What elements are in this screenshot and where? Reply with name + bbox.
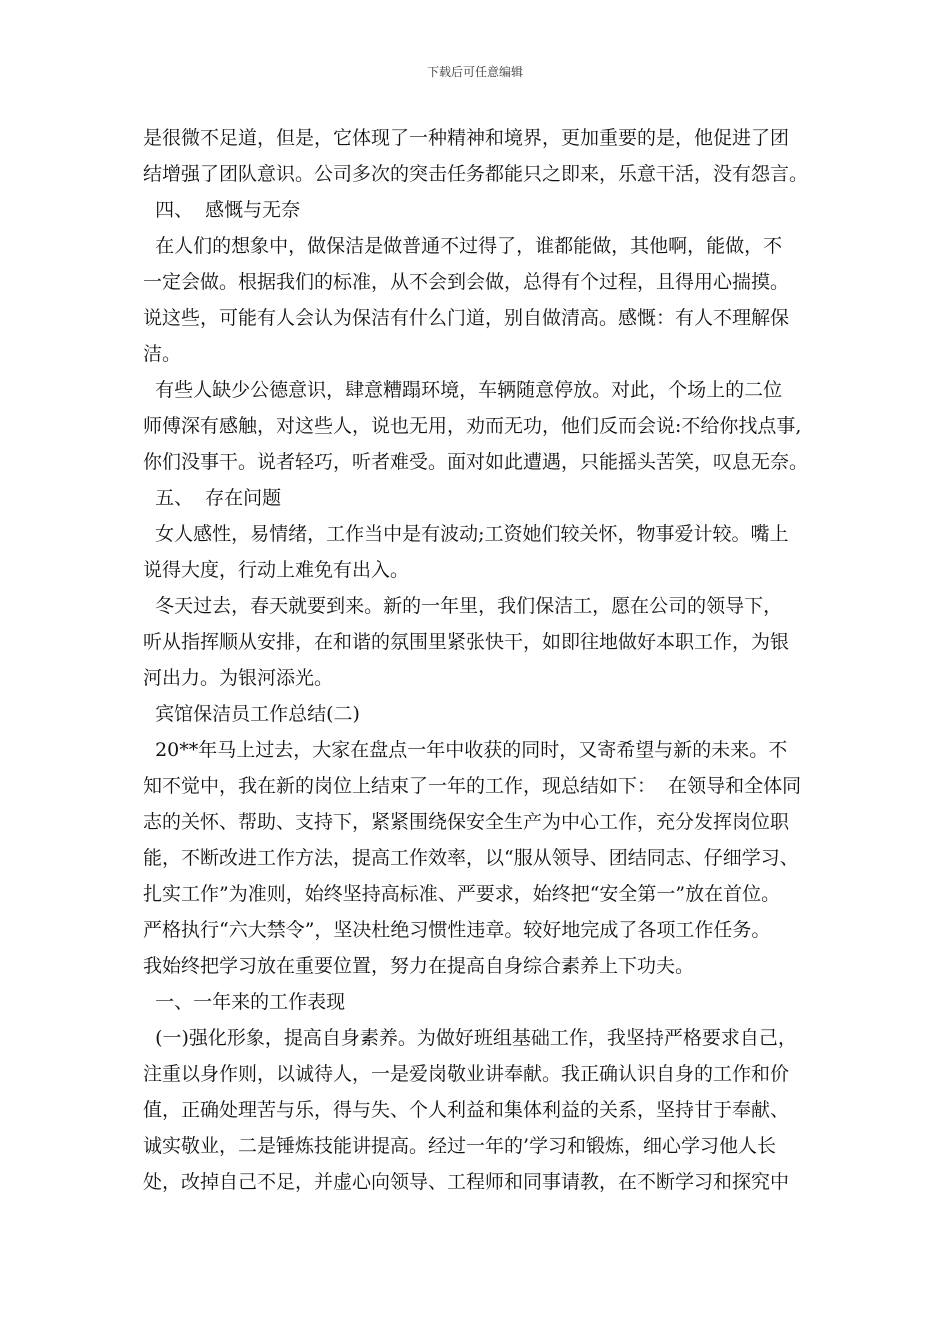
text-line: 注重以身作则，以诚待人，一是爱岗敬业讲奉献。我正确认识自身的工作和价	[143, 1063, 790, 1085]
text-line: 诚实敬业，二是锤炼技能讲提高。经过一年的’学习和锻炼，细心学习他人长	[143, 1135, 777, 1157]
text-line: 扎实工作”为准则，始终坚持高标准、严要求，始终把“安全第一”放在首位。	[143, 883, 781, 905]
text-line: 结增强了团队意识。公司多次的突击任务都能只之即来，乐意干活，没有怨言。	[143, 163, 809, 185]
text-line: 处，改掉自己不足，并虚心向领导、工程师和同事请教，在不断学习和探究中	[143, 1171, 790, 1193]
text-line: 值，正确处理苦与乐，得与失、个人利益和集体利益的关系，坚持甘于奉献、	[143, 1099, 790, 1121]
text-line: 严格执行“六大禁令”，坚决杜绝习惯性违章。较好地完成了各项工作任务。	[143, 919, 771, 941]
text-line: 听从指挥顺从安排，在和谐的氛围里紧张快干，如即往地做好本职工作，为银	[143, 631, 790, 653]
section-heading: 五、 存在问题	[143, 487, 282, 509]
text-line: 能，不断改进工作方法，提高工作效率，以“服从领导、团结同志、仔细学习、	[143, 847, 799, 869]
page-header: 下载后可任意编辑	[426, 65, 523, 79]
text-line: 志的关怀、帮助、支持下，紧紧围绕保安全生产为中心工作，充分发挥岗位职	[143, 811, 790, 833]
section-heading: 四、 感慨与无奈	[143, 199, 301, 221]
document-subtitle: 宾馆保洁员工作总结(二)	[143, 703, 360, 725]
text-line: 有些人缺少公德意识，肆意糟蹋环境，车辆随意停放。对此，个场上的二位	[143, 379, 783, 401]
text-line: 女人感性，易情绪，工作当中是有波动;工资她们较关怀，物事爱计较。嘴上	[143, 523, 789, 545]
text-line: 一定会做。根据我们的标准，从不会到会做，总得有个过程，且得用心揣摸。	[143, 271, 790, 293]
section-heading: 一、一年来的工作表现	[143, 991, 346, 1013]
text-line: 说这些，可能有人会认为保洁有什么门道，别自做清高。感慨：有人不理解保	[143, 307, 790, 329]
text-line: 洁。	[143, 343, 182, 365]
text-line: 冬天过去，春天就要到来。新的一年里，我们保洁工，愿在公司的领导下，	[143, 595, 783, 617]
text-line: 你们没事干。说者轻巧，听者难受。面对如此遭遇，只能摇头苦笑，叹息无奈。	[143, 451, 809, 473]
text-line: (一)强化形象，提高自身素养。为做好班组基础工作，我坚持严格要求自己，	[143, 1027, 797, 1049]
text-line: 是很微不足道，但是，它体现了一种精神和境界，更加重要的是，他促进了团	[143, 127, 790, 149]
text-line: 师傅深有感触，对这些人，说也无用，劝而无功，他们反而会说:不给你找点事,	[143, 415, 802, 437]
text-line: 说得大度，行动上难免有出入。	[143, 559, 410, 581]
text-line: 在人们的想象中，做保洁是做普通不过得了，谁都能做，其他啊，能做，不	[143, 235, 783, 257]
text-line: 我始终把学习放在重要位置，努力在提高自身综合素养上下功夫。	[143, 955, 695, 977]
text-line: 知不觉中，我在新的岗位上结束了一年的工作，现总结如下： 在领导和全体同	[143, 775, 802, 797]
text-line: 河出力。为银河添光。	[143, 667, 334, 689]
text-line: 20**年马上过去，大家在盘点一年中收获的同时，又寄希望与新的未来。不	[143, 739, 788, 761]
